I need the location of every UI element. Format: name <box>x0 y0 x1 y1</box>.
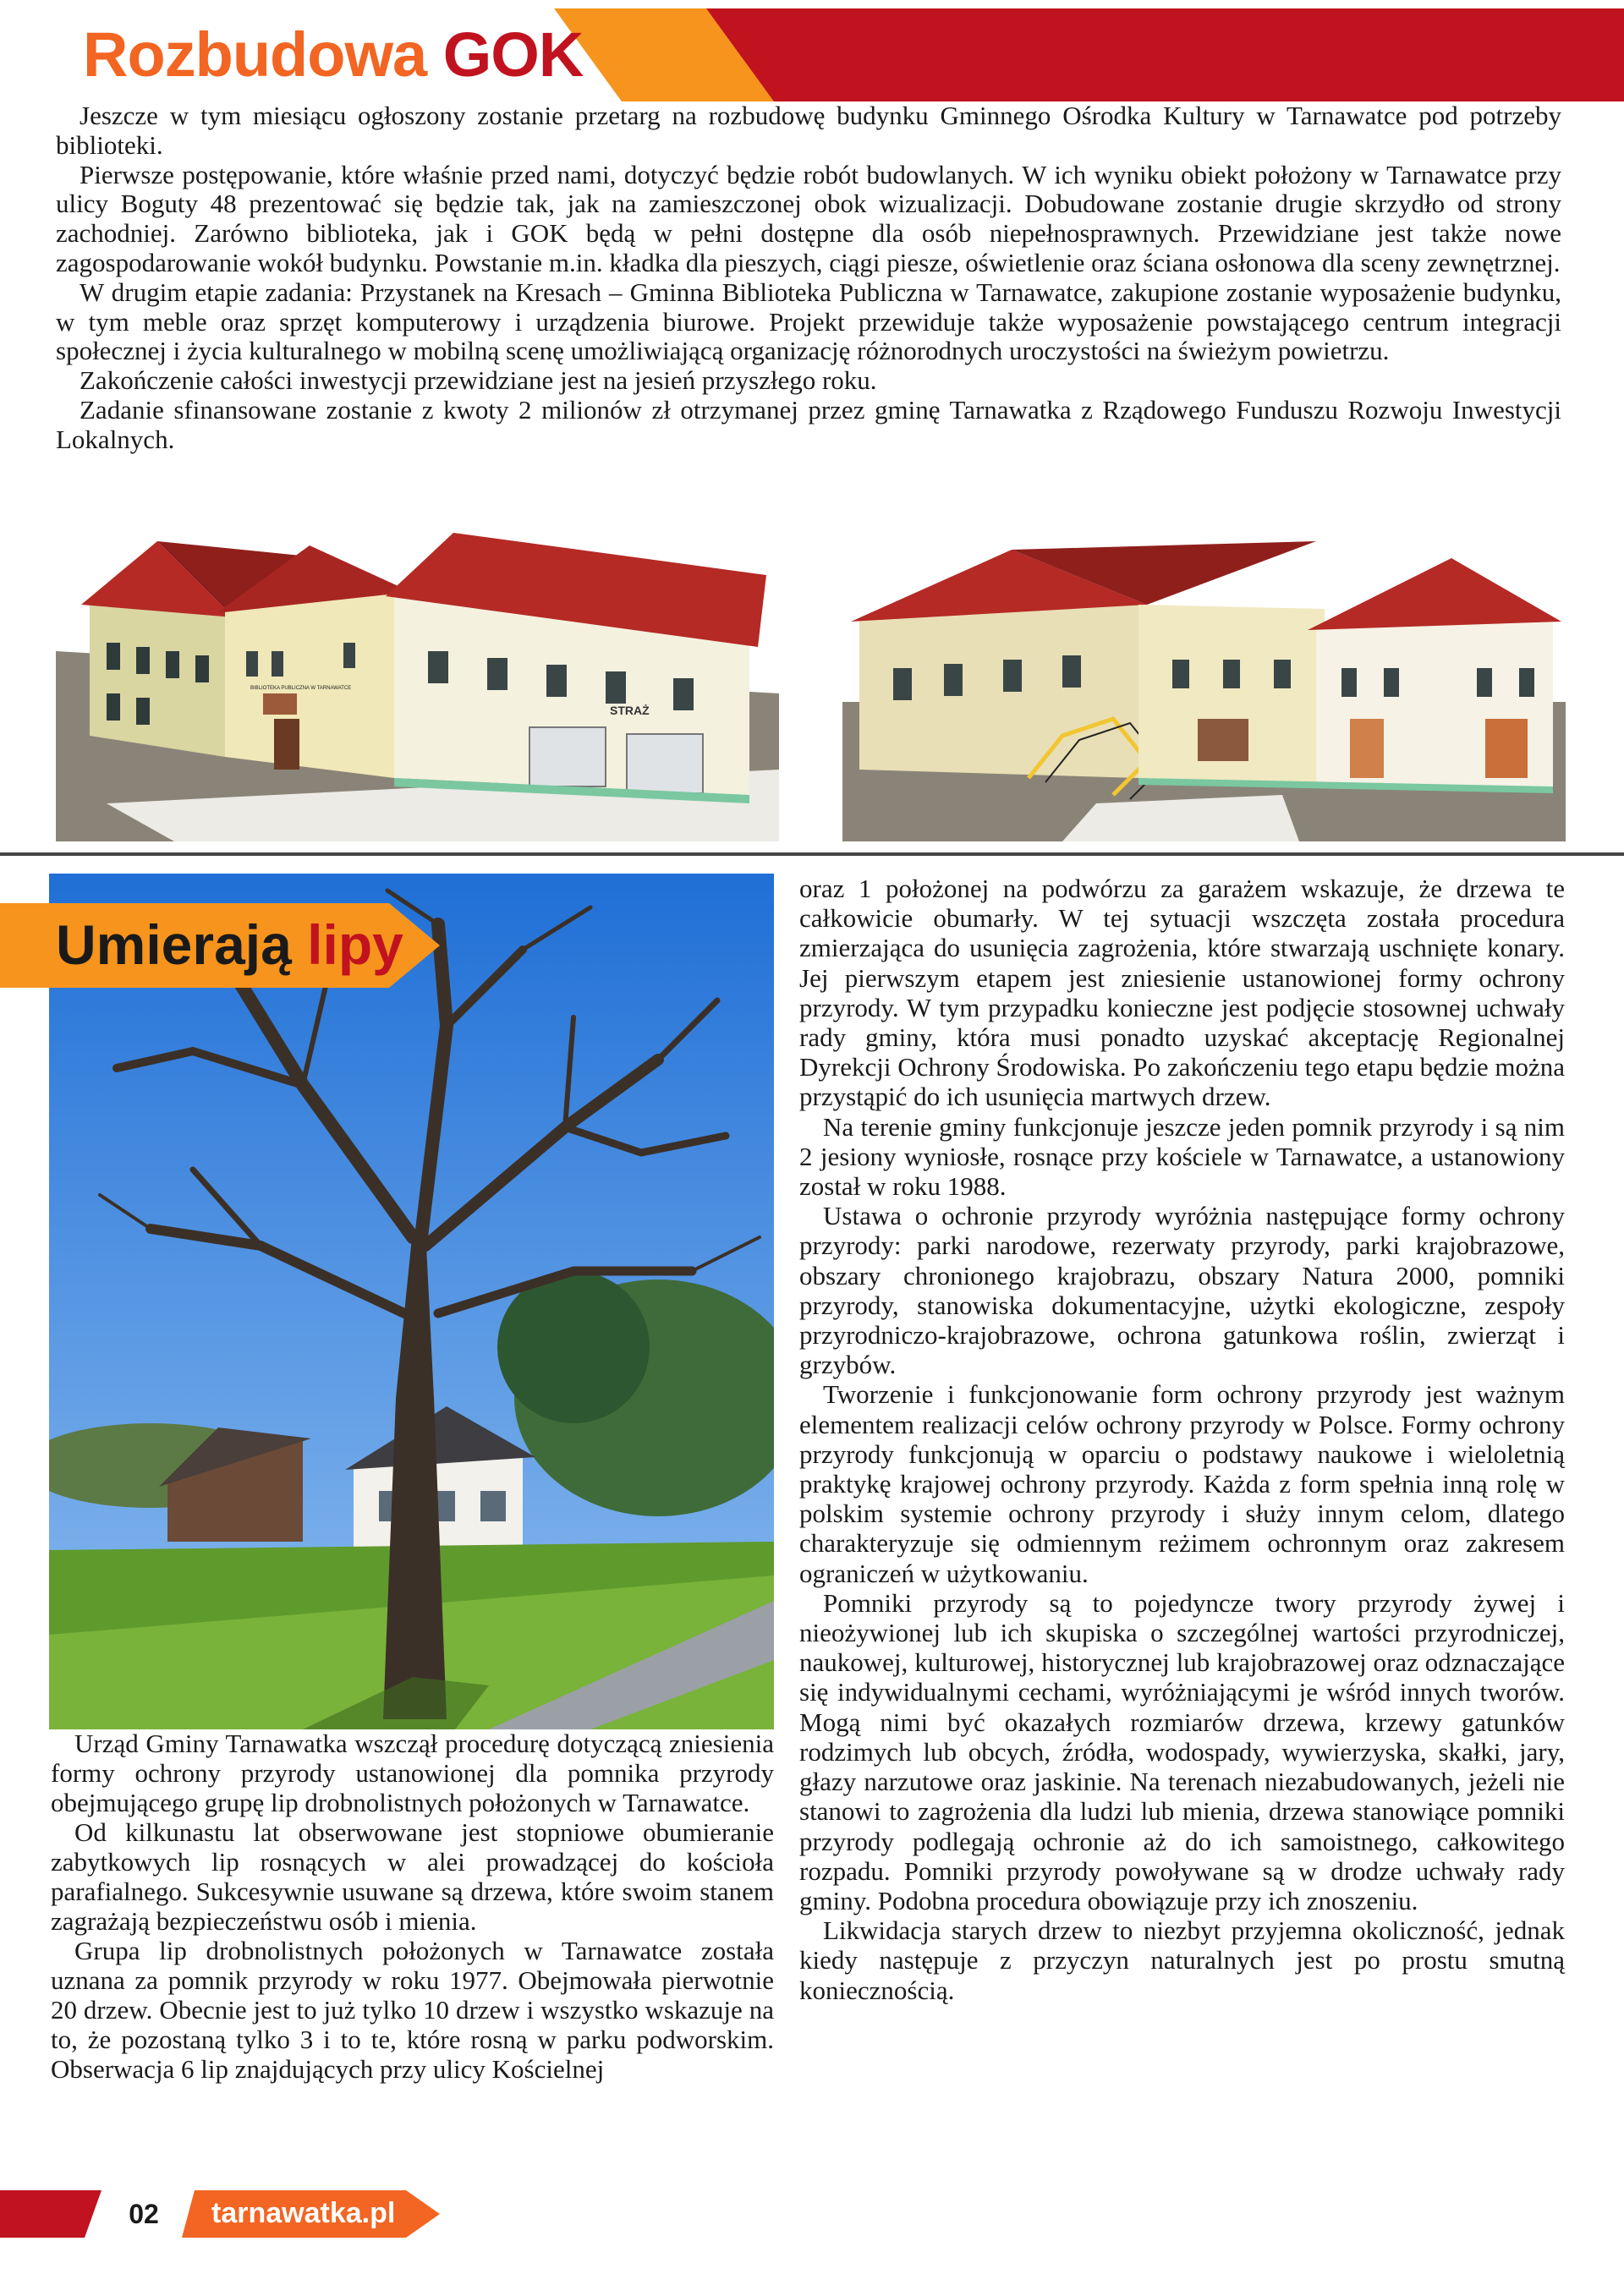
gok-paragraph: Zakończenie całości inwestycji przewidziane jest na jesień przyszłego roku. <box>80 365 877 396</box>
page-footer <box>0 2190 440 2238</box>
fire-station-sign: STRAŻ <box>610 704 650 717</box>
article-title-lipy <box>56 913 403 976</box>
library-sign: BIBLIOTEKA PUBLICZNA W TARNAWATCE <box>250 686 352 691</box>
lipy-paragraph: Urząd Gminy Tarnawatka wszczął procedurę dotyczącą zniesienia formy ochrony przyrody ustanowionej dla pomnika przyrody obejmującego grupę lip drobnolistnych położonych w Tarnawatce. <box>51 1729 774 1817</box>
gok-paragraph: Pierwsze postępowanie, które właśnie przed nami, dotyczyć będzie robót budowlanych. W ich wyniku obiekt położony w Tarnawatce przy ulicy Boguty 48 prezentować się będzie tak, jak na zamieszczonej obok wizualizacji. Dobudowane zostanie drugie skrzydło od strony zachodniej. Zarówno biblioteka, jak i GOK będą w pełni dostępne dla osób niepełnosprawnych. Przewidziane jest także nowe zagospodarowanie wokół budynku. Powstanie m.in. kładka dla pieszych, ciągi piesze, oświetlenie oraz ściana osłonowa dla sceny zewnętrznej. <box>56 159 1561 277</box>
lipy-paragraph: Ustawa o ochronie przyrody wyróżnia następujące formy ochrony przyrody: parki narodowe, rezerwaty przyrody, parki krajobrazowe, obszary chronionego krajobrazu, obszary Natura 2000, pomniki przyrody, stanowiska dokumentacyjne, użytki ekologiczne, zespoły przyrodniczo-krajobrazowe, ochrona gatunkowa roślin, zwierząt i grzybów. <box>799 1201 1565 1380</box>
gok-paragraph: Jeszcze w tym miesiącu ogłoszony zostanie przetarg na rozbudowę budynku Gminnego Ośrodka Kultury w Tarnawatce pod potrzeby biblioteki. <box>56 101 1561 160</box>
linden-trees-photo <box>49 874 774 1729</box>
building-render-front <box>56 524 779 841</box>
title-part-1: Rozbudowa <box>83 19 427 90</box>
page-number: 02 <box>129 2199 159 2229</box>
lipy-title-tab <box>0 903 440 988</box>
gok-article-body <box>56 101 1561 455</box>
article-title-gok <box>83 19 584 90</box>
title-part-1: Umierają <box>56 913 292 976</box>
site-name: tarnawatka.pl <box>211 2197 396 2229</box>
gok-paragraph: W drugim etapie zadania: Przystanek na Kresach – Gminna Biblioteka Publiczna w Tarnawatce, zakupione zostanie wyposażenie budynku, w tym meble oraz sprzęt komputerowy i urządzenia biurowe. Projekt przewiduje także wyposażenie powstającego centrum integracji społecznej i życia kulturalnego w mobilną scenę umożliwiającą organizację różnorodnych uroczystości na świeżym powietrzu. <box>56 277 1561 366</box>
lipy-paragraph: Pomniki przyrody są to pojedyncze twory przyrody żywej i nieożywionej lub ich skupiska o szczególnej wartości przyrodniczej, naukowej, kulturowej, historycznej lub krajobrazowej oraz odznaczające się indywidualnymi cechami, wyróżniającymi je wśród innych tworów. Mogą nimi być okazałych rozmiarów drzewa, krzewy gatunków rodzimych lub obcych, źródła, wodospady, wywierzyska, skałki, jary, głazy narzutowe oraz jaskinie. Na terenach niezabudowanych, jeżeli nie stanowi to zagrożenia dla ludzi lub mienia, drzewa stanowiące pomniki przyrody podlegają ochronie aż do ich samoistnego, całkowitego rozpadu. Pomniki przyrody powoływane są w drodze uchwały rady gminy. Podobna procedura obowiązuje przy ich znoszeniu. <box>799 1587 1565 1915</box>
lipy-paragraph: Likwidacja starych drzew to niezbyt przyjemna okoliczność, jednak kiedy następuje z przyczyn naturalnych jest po prostu smutną koniecznością. <box>799 1915 1565 2005</box>
title-part-2: GOK <box>442 19 584 90</box>
title-part-2: lipy <box>307 913 403 976</box>
building-render-rear <box>842 524 1566 841</box>
lipy-left-column <box>51 1729 774 2084</box>
linden-trees-photo-image <box>49 874 774 1729</box>
lipy-right-column <box>799 874 1565 2005</box>
lipy-paragraph: oraz 1 położonej na podwórzu za garażem wskazuje, że drzewa te całkowicie obumarły. W tej sytuacji wszczęta została procedura zmierzająca do usunięcia zagrożenia, które stwarzają uschnięte konary. Jej pierwszym etapem jest zniesienie ustanowionej formy ochrony przyrody. W tym przypadku konieczne jest podjęcie stosownej uchwały rady gminy, która musi ponadto uzyskać akceptację Regionalnej Dyrekcji Ochrony Środowiska. Po zakończeniu tego etapu będzie można przystąpić do ich usunięcia martwych drzew. <box>799 874 1565 1112</box>
lipy-paragraph: Od kilkunastu lat obserwowane jest stopniowe obumieranie zabytkowych lip rosnących w alei prowadzącej do kościoła parafialnego. Sukcesywnie usuwane są drzewa, które swoim stanem zagrażają bezpieczeństwu osób i mienia. <box>51 1817 774 1936</box>
lipy-paragraph: Na terenie gminy funkcjonuje jeszcze jeden pomnik przyrody i są nim 2 jesiony wyniosłe, rosnące przy kościele w Tarnawatce, a ustanowiony został w roku 1988. <box>799 1111 1565 1202</box>
gok-paragraph: Zadanie sfinansowane zostanie z kwoty 2 milionów zł otrzymanej przez gminę Tarnawatka z Rządowego Funduszu Rozwoju Inwestycji Lokalnych. <box>56 394 1561 454</box>
lipy-paragraph: Tworzenie i funkcjonowanie form ochrony przyrody jest ważnym elementem realizacji celów ochrony przyrody w Polsce. Formy ochrony przyrody funkcjonują w oparciu o podstawy naukowe i wieloletnią praktykę krajowej ochrony przyrody. Każda z form spełnia inną rolę w polskim systemie ochrony przyrody i służy innym celom, dlatego charakteryzuje się odmiennym reżimem ochronnym oraz zakresem ograniczeń w użytkowaniu. <box>799 1379 1565 1588</box>
building-render-front-image <box>56 524 779 841</box>
building-render-rear-image <box>842 524 1566 841</box>
section-divider <box>0 852 1624 856</box>
lipy-paragraph: Grupa lip drobnolistnych położonych w Tarnawatce została uznana za pomnik przyrody w roku 1977. Obejmowała pierwotnie 20 drzew. Obecnie jest to już tylko 10 drzew i wszystko wskazuje na to, że pozostaną tylko 3 i to te, które rosną w parku podworskim. Obserwacja 6 lip znajdujących przy ulicy Kościelnej <box>51 1936 774 2084</box>
